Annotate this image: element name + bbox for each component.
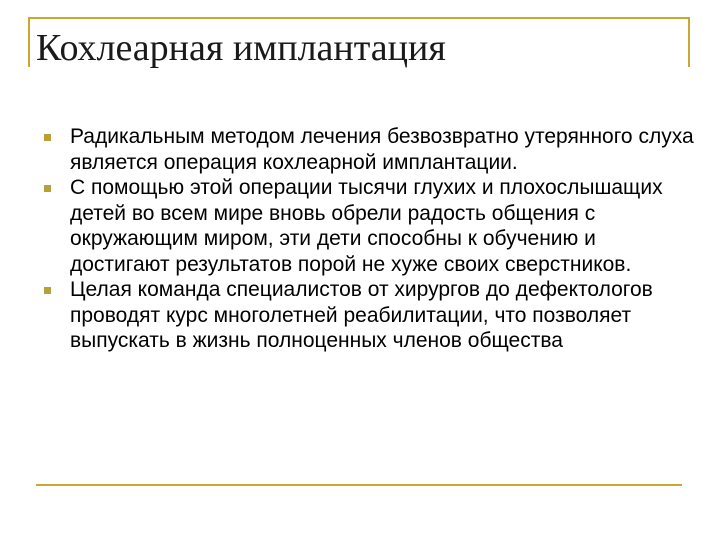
square-bullet-icon (44, 185, 51, 192)
bottom-divider (36, 484, 682, 486)
title-frame-top-line (28, 17, 690, 19)
bullet-item (44, 124, 694, 175)
slide-title: Кохлеарная имплантация (36, 27, 446, 69)
bullet-text: С помощью этой операции тысячи глухих и плохослышащих детей во всем мире вновь обрели радость общения с окружающим миром, эти дети способны к обучению и достигают результатов порой не хуже своих сверстников. (70, 176, 663, 276)
square-bullet-icon (44, 134, 51, 141)
bullet-text: Целая команда специалистов от хирургов до дефектологов проводят курс многолетней реабилитации, что позволяет выпускать в жизнь полноценных членов общества (70, 278, 653, 352)
bullet-item (44, 175, 694, 277)
bullet-text: Радикальным методом лечения безвозвратно утерянного слуха является операция кохлеарной имплантации. (70, 125, 694, 174)
bullet-item (44, 277, 694, 354)
square-bullet-icon (44, 287, 51, 294)
title-frame-right-line (688, 17, 690, 67)
bullet-list (44, 124, 694, 354)
title-frame-left-line (28, 17, 30, 67)
